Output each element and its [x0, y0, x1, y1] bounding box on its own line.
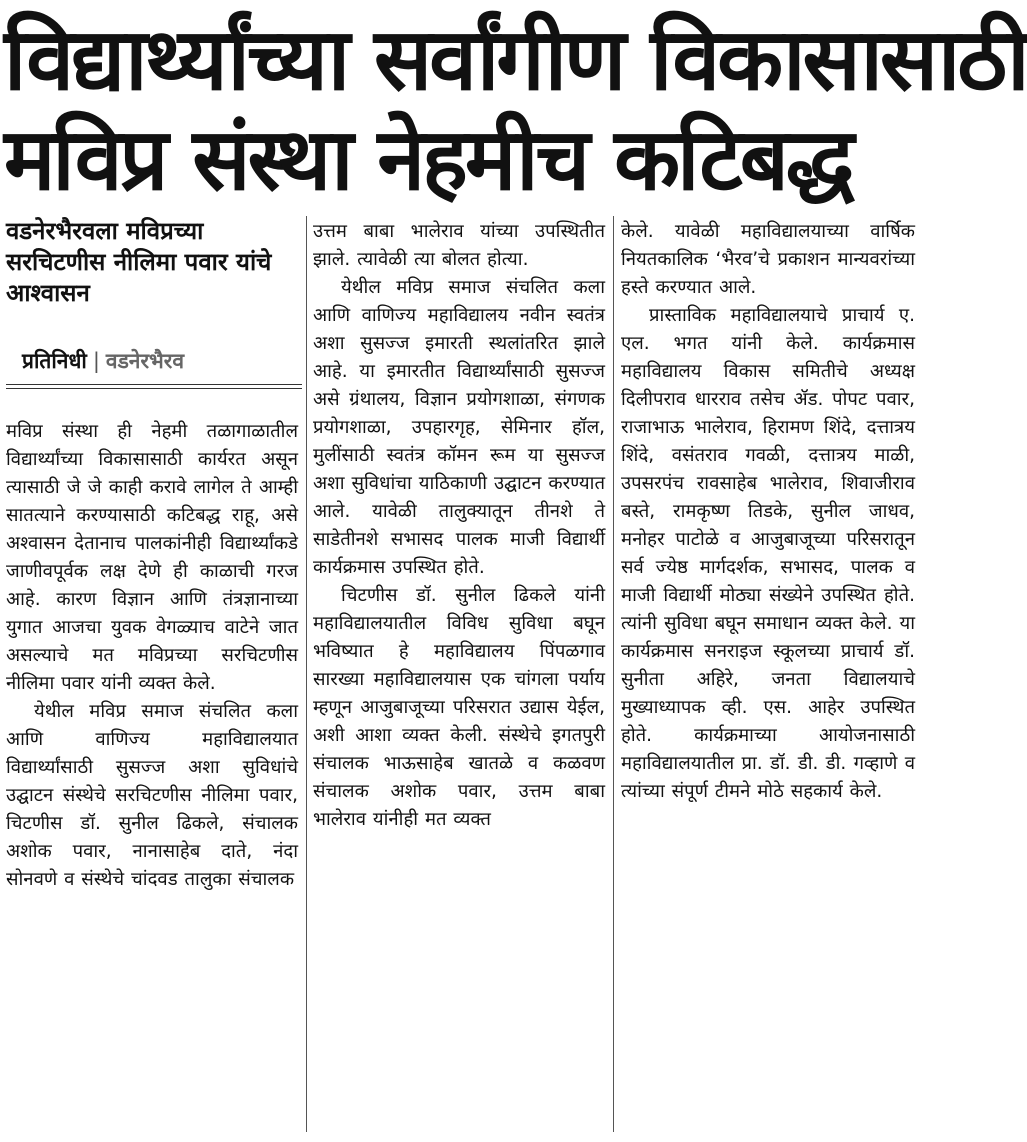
headline-line-2: मविप्र संस्था नेहमीच कटिबद्ध: [4, 110, 852, 210]
paragraph: केले. यावेळी महाविद्यालयाच्या वार्षिक नियतकालिक ‘भैरव’चे प्रकाशन मान्यवरांच्या हस्ते करण्यात आले.: [621, 221, 915, 298]
article-column-1: [6, 418, 298, 894]
paragraph: उत्तम बाबा भालेराव यांच्या उपस्थितीत झाले. त्यावेळी त्या बोलत होत्या.: [313, 221, 605, 270]
paragraph: मविप्र संस्था ही नेहमी तळागाळातील विद्यार्थ्यांच्या विकासासाठी कार्यरत असून त्यासाठी जे जे काही करावे लागेल ते आम्ही सातत्याने करण्यासाठी कटिबद्ध राहू, असे अश्वासन देतानाच पालकांनीही विद्यार्थ्यांकडे जाणीवपूर्वक लक्ष देणे ही काळाची गरज आहे. कारण विज्ञान आणि तंत्रज्ञानाच्या युगात आजचा युवक वेगळ्याच वाटेने जात असल्याचे मत मविप्रच्या सरचिटणीस नीलिमा पवार यांनी व्यक्त केले.: [6, 421, 298, 694]
byline-location: वडनेरभैरव: [105, 349, 185, 373]
subheadline: वडनेरभैरवला मविप्रच्या सरचिटणीस नीलिमा पवार यांचे आश्वासन: [6, 217, 272, 307]
byline-rule-top: [6, 384, 302, 385]
headline-line-1: विद्यार्थ्यांच्या सर्वांगीण विकासासाठी: [4, 10, 1027, 110]
paragraph: येथील मविप्र समाज संचलित कला आणि वाणिज्य महाविद्यालयात विद्यार्थ्यांसाठी सुसज्ज अशा सुविधांचे उद्घाटन संस्थेचे सरचिटणीस नीलिमा पवार, चिटणीस डॉ. सुनील ढिकले, संचालक अशोक पवार, नानासाहेब दाते, नंदा सोनवणे व संस्थेचे चांदवड तालुका संचालक: [6, 701, 298, 890]
paragraph: प्रास्ताविक महाविद्यालयाचे प्राचार्य ए. एल. भगत यांनी केले. कार्यक्रमास महाविद्यालय विकास समितीचे अध्यक्ष दिलीपराव धारराव तसेच ॲड. पोपट पवार, राजाभाऊ भालेराव, हिरामण शिंदे, दत्तात्रय शिंदे, वसंतराव गवळी, दत्तात्रय माळी, उपसरपंच रावसाहेब भालेराव, शिवाजीराव बस्ते, रामकृष्ण तिडके, सुनील जाधव, मनोहर पाटोळे व आजुबाजूच्या परिसरातून सर्व ज्येष्ठ मार्गदर्शक, सभासद, पालक व माजी विद्यार्थी मोठ्या संख्येने उपस्थित होते. त्यांनी सुविधा बघून समाधान व्यक्त केले. या कार्यक्रमास सनराइज स्कूलच्या प्राचार्य डॉ. सुनीता अहिरे, जनता विद्यालयाचे मुख्याध्यापक व्ही. एस. आहेर उपस्थित होते. कार्यक्रमाच्या आयोजनासाठी महाविद्यालयातील प्रा. डॉ. डी. डी. गव्हाणे व त्यांच्या संपूर्ण टीमने मोठे सहकार्य केले.: [621, 305, 915, 802]
column-divider: [306, 216, 307, 1132]
article-column-3: [621, 218, 915, 806]
byline: [22, 347, 302, 375]
paragraph: चिटणीस डॉ. सुनील ढिकले यांनी महाविद्यालयातील विविध सुविधा बघून भविष्यात हे महाविद्यालय पिंपळगाव सारख्या महाविद्यालयास एक चांगला पर्याय म्हणून आजुबाजूच्या परिसरात उद्यास येईल, अशी आशा व्यक्त केली. संस्थेचे इगतपुरी संचालक भाऊसाहेब खातळे व कळवण संचालक अशोक पवार, उत्तम बाबा भालेराव यांनीही मत व्यक्त: [313, 585, 605, 830]
byline-reporter: प्रतिनिधी: [22, 349, 87, 373]
byline-rule-bottom: [6, 388, 302, 389]
article-column-2: [313, 218, 605, 834]
byline-separator: |: [92, 349, 100, 373]
column-divider: [613, 216, 614, 1132]
paragraph: येथील मविप्र समाज संचलित कला आणि वाणिज्य महाविद्यालय नवीन स्वतंत्र अशा सुसज्ज इमारती स्थलांतरित झाले आहे. या इमारतीत विद्यार्थ्यांसाठी सुसज्ज असे ग्रंथालय, विज्ञान प्रयोगशाळा, संगणक प्रयोगशाळा, उपहारगृह, सेमिनार हॉल, मुलींसाठी स्वतंत्र कॉमन रूम या सुसज्ज अशा सुविधांचा याठिकाणी उद्घाटन करण्यात आले. यावेळी तालुक्यातून तीनशे ते साडेतीनशे सभासद पालक माजी विद्यार्थी कार्यक्रमास उपस्थित होते.: [313, 277, 605, 578]
